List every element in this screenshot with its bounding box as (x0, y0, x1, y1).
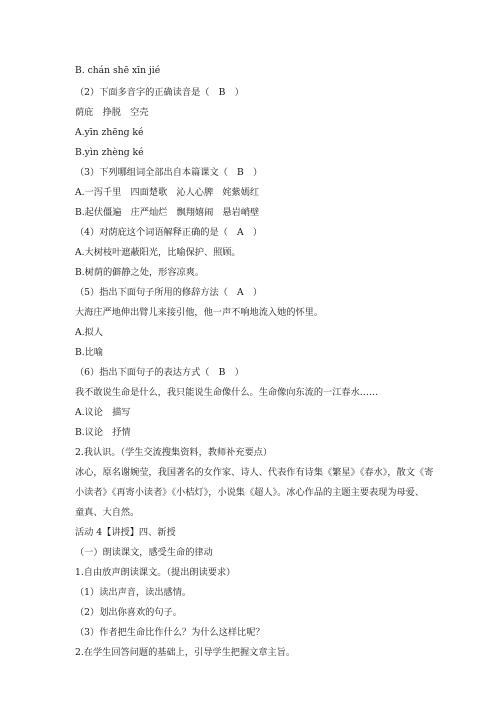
text-line: （2）划出你喜欢的句子。 (75, 607, 182, 618)
text-line: B.树荫的僻静之处，形容凉爽。 (75, 267, 205, 278)
text-line: 小读者》《再寄小读者》《小桔灯》，小说集《超人》。冰心作品的主题主要表现为母爱、 (75, 487, 425, 498)
text-line: （5）指出下面句子所用的修辞方法（ A ） (75, 287, 263, 298)
text-line: A.议论 描写 (75, 407, 131, 418)
text-line: B. chán shē xīn jié (75, 65, 161, 76)
text-line: 我不敢说生命是什么，我只能说生命像什么。生命像向东流的一江春水…… (75, 387, 379, 398)
text-line: A.拟人 (75, 327, 103, 338)
text-line: （1）读出声音，读出感情。 (75, 587, 192, 598)
text-line: 大海庄严地伸出臂儿来接引他，他一声不响地流入她的怀里。 (75, 307, 324, 318)
text-line: （6）指出下面句子的表达方式（ B ） (75, 367, 244, 378)
text-line: B.比喻 (75, 347, 104, 358)
text-line: （2）下面多音字的正确读音是（ B ） (75, 87, 244, 98)
text-line: （3）下列哪组词全部出自本篇课文（ B ） (75, 167, 263, 178)
text-line: 2.我认识。（学生交流搜集资料，教师补充要点） (75, 447, 273, 458)
text-line: B.yìn zhèng ké (75, 147, 144, 158)
text-line: （3）作者把生命比作什么？为什么这样比呢？ (75, 627, 265, 638)
text-line: 荫庇 挣脱 空壳 (75, 107, 149, 118)
text-line: B.起伏僵遍 庄严灿烂 飘翔嬉闹 悬岩峭壁 (75, 207, 260, 218)
text-line: （一）朗读课文，感受生命的律动 (75, 547, 213, 558)
text-line: 活动 4【讲授】四、新授 (75, 527, 176, 538)
text-line: A.一泻千里 四面楚歌 沁人心脾 姹紫嫣红 (75, 187, 260, 198)
text-line: A.yīn zhēng ké (75, 127, 144, 138)
text-line: 1.自由放声朗读课文。（提出朗读要求） (75, 567, 236, 578)
text-line: 童真、大自然。 (75, 507, 140, 518)
text-line: 2.在学生回答问题的基础上，引导学生把握文章主旨。 (75, 647, 296, 658)
text-line: 冰心，原名谢婉莹，我国著名的女作家、诗人、代表作有诗集《繁星》《春水》，散文《寄 (75, 467, 434, 478)
text-line: A.大树枝叶遮蔽阳光，比喻保护、照顾。 (75, 247, 241, 258)
text-line: B.议论 抒情 (75, 427, 131, 438)
text-line: （4）对荫庇这个词语解释正确的是（ A ） (75, 227, 263, 238)
